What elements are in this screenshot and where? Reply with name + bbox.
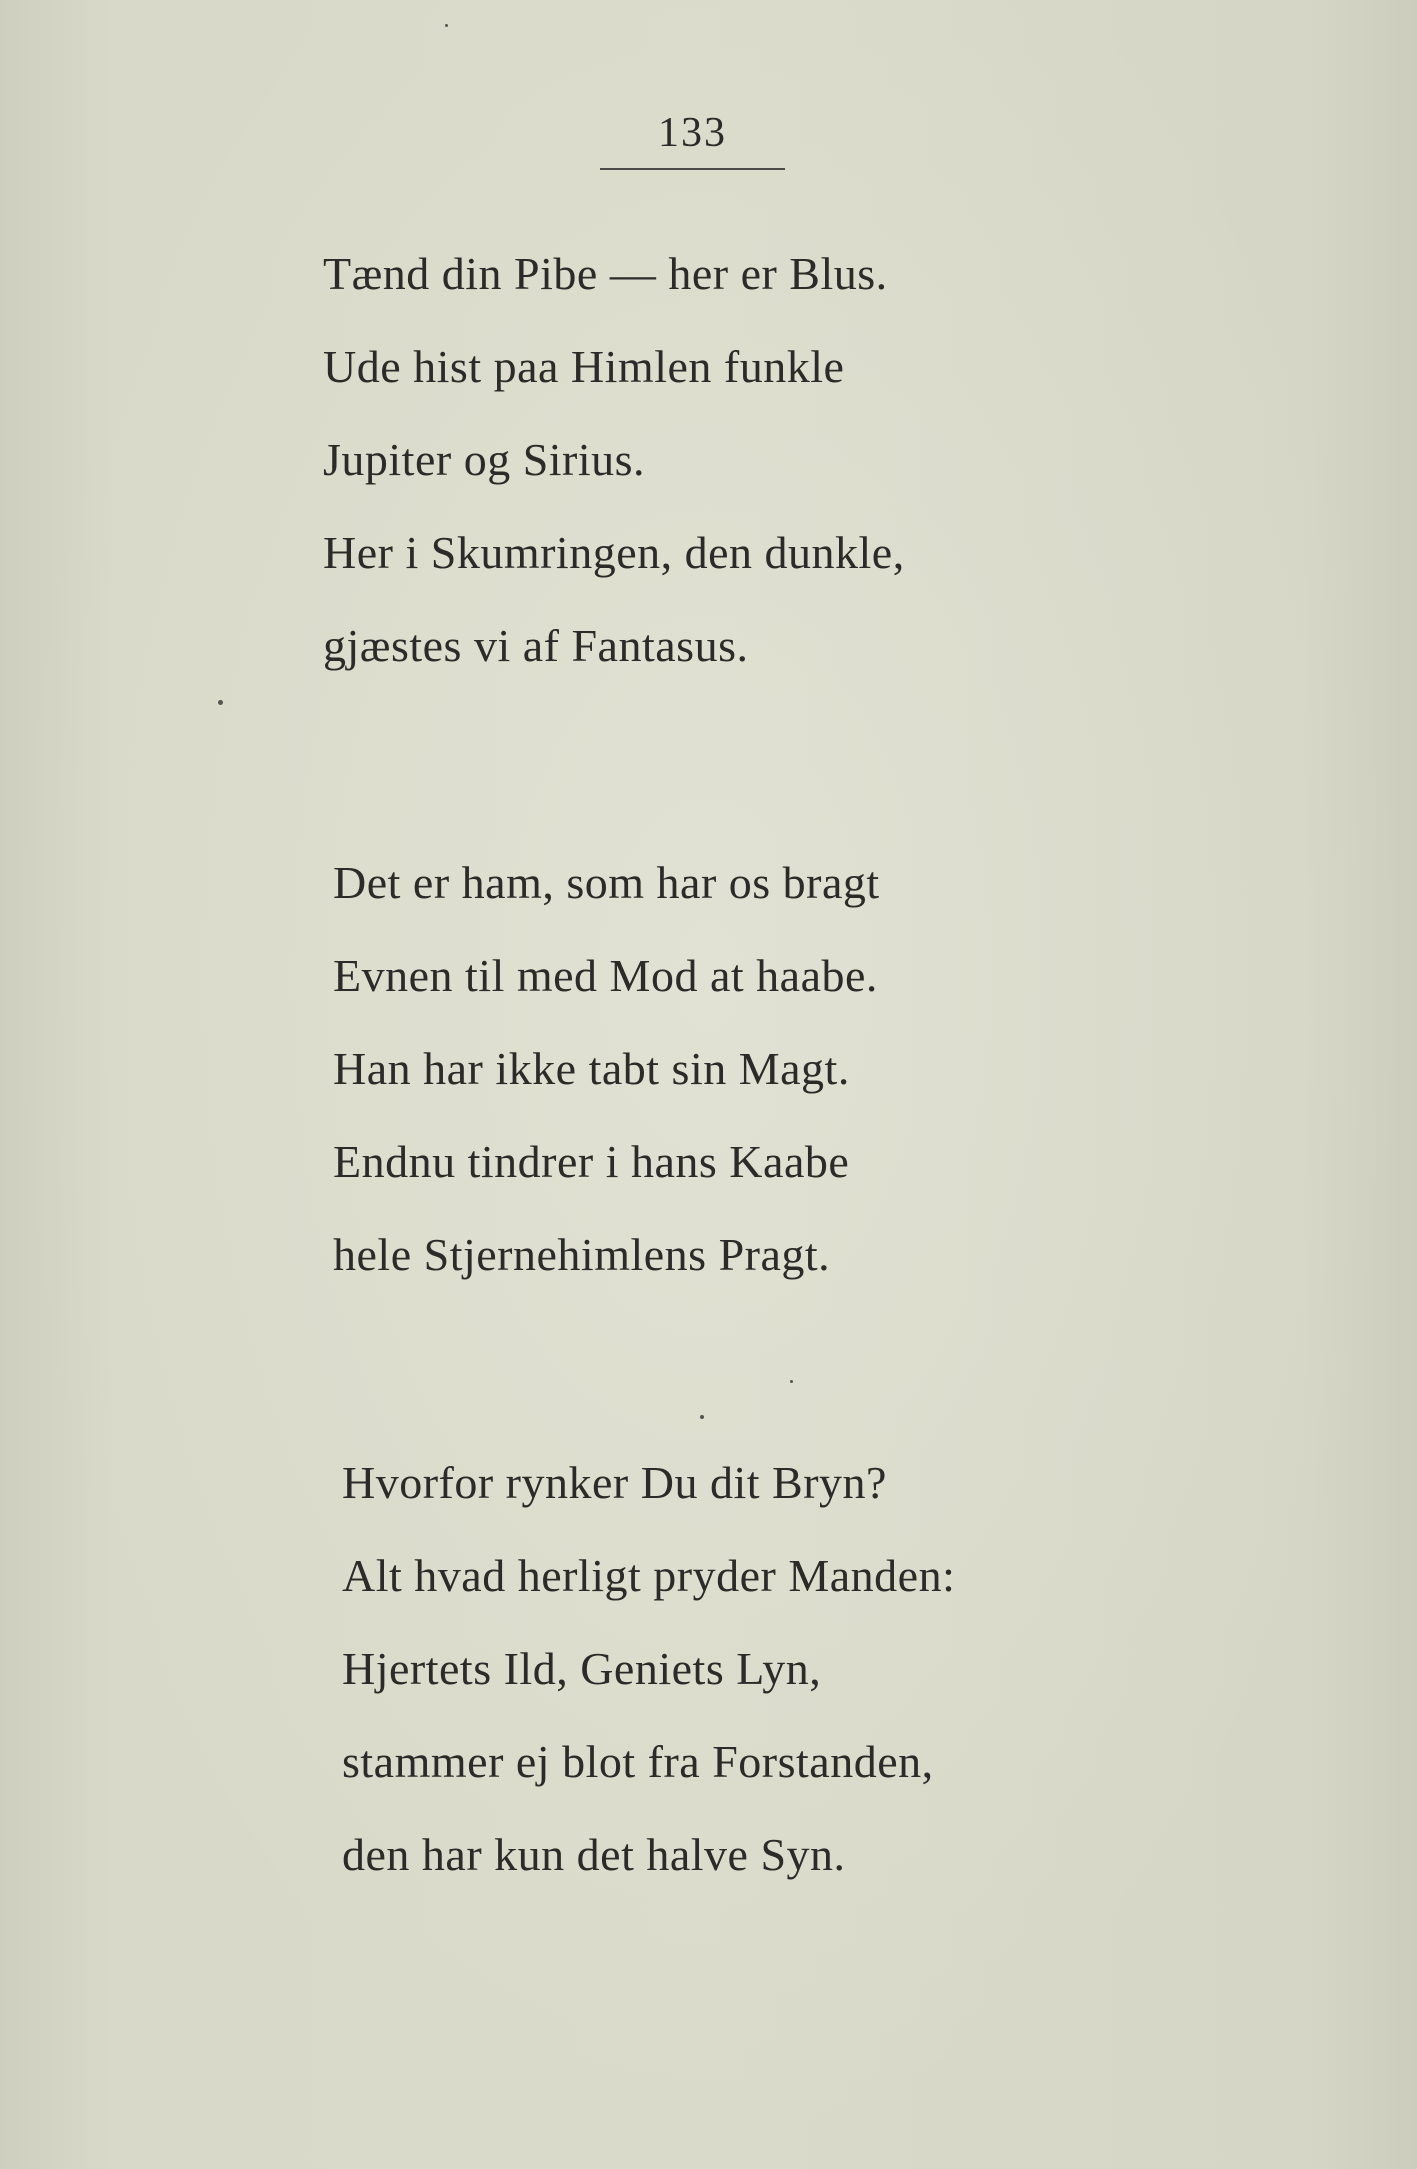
- verse-line: stammer ej blot fra Forstanden,: [342, 1736, 934, 1787]
- page-number-rule: [600, 168, 785, 170]
- verse-line: Hjertets Ild, Geniets Lyn,: [342, 1643, 822, 1694]
- verse-line: Alt hvad herligt pryder Manden:: [342, 1550, 956, 1601]
- verse-line: Hvorfor rynker Du dit Bryn?: [342, 1457, 887, 1508]
- verse-line: Det er ham, som har os bragt: [333, 857, 880, 908]
- verse-line: Jupiter og Sirius.: [323, 434, 646, 485]
- paper-speck: [445, 24, 448, 27]
- verse-line: Tænd din Pibe — her er Blus.: [323, 248, 888, 299]
- stanza-2: [333, 836, 880, 1301]
- verse-line: Her i Skumringen, den dunkle,: [323, 527, 905, 578]
- stanza-1: [323, 227, 905, 692]
- paper-speck: [218, 700, 223, 705]
- verse-line: hele Stjernehimlens Pragt.: [333, 1229, 831, 1280]
- verse-line: Evnen til med Mod at haabe.: [333, 950, 878, 1001]
- stanza-3: [342, 1436, 955, 1901]
- verse-line: Han har ikke tabt sin Magt.: [333, 1043, 850, 1094]
- page-number: 133: [658, 110, 727, 156]
- verse-line: den har kun det halve Syn.: [342, 1829, 846, 1880]
- verse-line: gjæstes vi af Fantasus.: [323, 620, 749, 671]
- paper-speck: [700, 1415, 704, 1419]
- paper-speck: [790, 1380, 793, 1383]
- verse-line: Endnu tindrer i hans Kaabe: [333, 1136, 850, 1187]
- verse-line: Ude hist paa Himlen funkle: [323, 341, 845, 392]
